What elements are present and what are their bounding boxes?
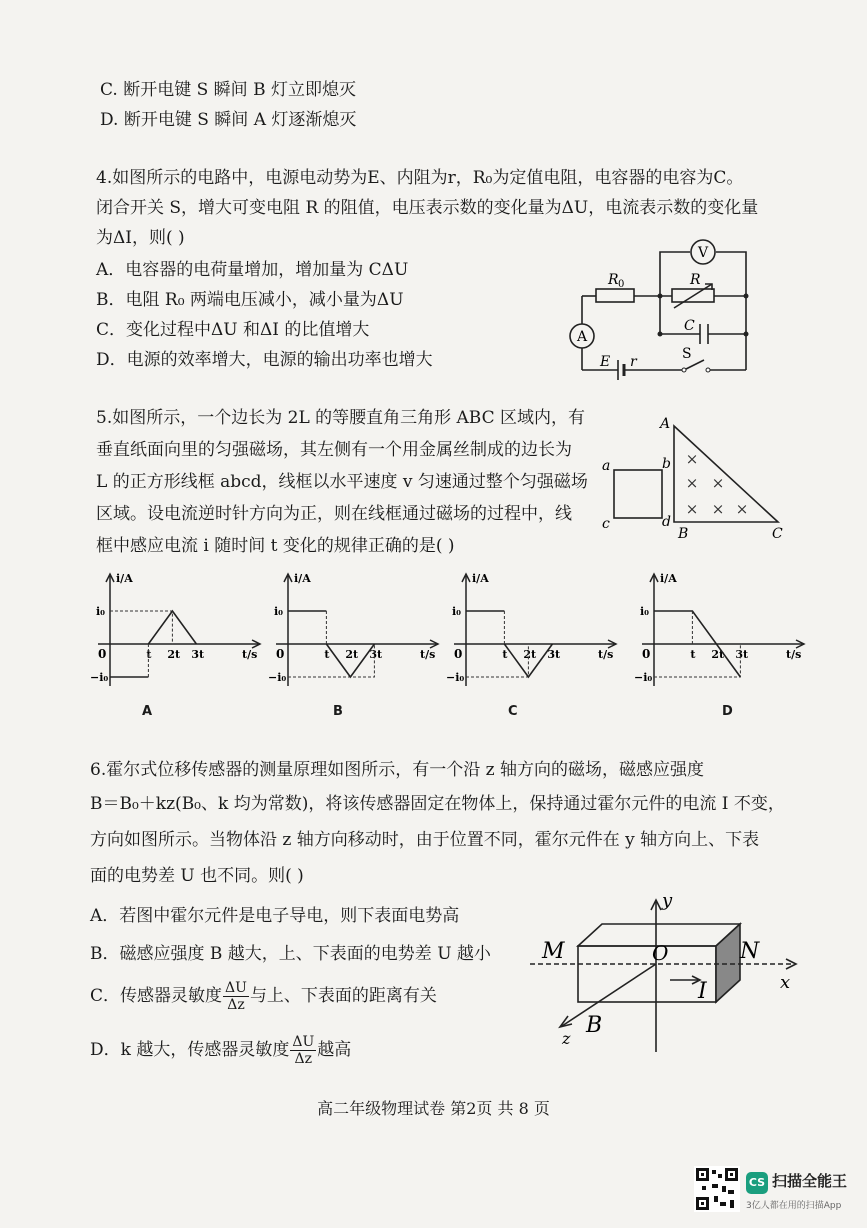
guide-line xyxy=(466,644,528,677)
2t-tick-label: 2t xyxy=(345,648,359,661)
q6-stem-2: B＝B₀＋kz(B₀、k 均为常数)，将该传感器固定在物体上，保持通过霍尔元件的电流 I 不变， xyxy=(90,794,785,814)
field-x-mark: × xyxy=(685,450,699,468)
q5-stem-5: 框中感应电流 i 随时间 t 变化的规律正确的是( ) xyxy=(96,536,455,556)
triangle-a-label: A xyxy=(660,416,671,432)
q5-stem-1: 5.如图所示，一个边长为 2L 的等腰直角三角形 ABC 区域内，有 xyxy=(96,408,586,428)
fraction-denominator: Δz xyxy=(227,997,245,1013)
q6-stem-4: 面的电势差 U 也不同。则( ) xyxy=(90,866,304,886)
fraction-numerator: ΔU xyxy=(292,1034,315,1050)
t-tick-label: t xyxy=(690,648,696,661)
field-x-mark: × xyxy=(735,500,749,518)
y-axis-label: i/A xyxy=(116,572,133,585)
internal-r-label: r xyxy=(630,354,637,370)
guide-line xyxy=(110,611,172,644)
q6-option-c xyxy=(90,976,437,1016)
emf-label: E xyxy=(600,354,611,370)
qr-code-pattern xyxy=(694,1166,740,1212)
q6-option-c-pre: C．传感器灵敏度 xyxy=(90,986,223,1006)
t-tick-label: t xyxy=(324,648,330,661)
x-axis-label: t/s xyxy=(420,648,436,661)
x-axis-label: t/s xyxy=(242,648,258,661)
vertex-b-label: b xyxy=(662,456,671,472)
x-axis-label: t/s xyxy=(598,648,614,661)
answer-graph-d xyxy=(636,570,812,694)
i0-tick-label: i₀ xyxy=(96,605,105,618)
2t-tick-label: 2t xyxy=(523,648,537,661)
b-field-label: B xyxy=(586,1013,603,1038)
q4-stem-1: 4.如图所示的电路中，电源电动势为E、内阻为r，R₀为定值电阻，电容器的电容为C。 xyxy=(96,168,744,188)
scanner-title: 扫描全能王 xyxy=(772,1172,848,1190)
q6-stem-1: 6.霍尔式位移传感器的测量原理如图所示，有一个沿 z 轴方向的磁场，磁感应强度 xyxy=(90,760,704,780)
field-x-mark: × xyxy=(711,500,725,518)
q5-stem-2: 垂直纸面向里的匀强磁场，其左侧有一个用金属丝制成的边长为 xyxy=(96,440,572,460)
answer-graph-b xyxy=(270,570,446,694)
z-axis-label: z xyxy=(562,1029,571,1048)
q6-option-b: B．磁感应强度 B 越大，上、下表面的电势差 U 越小 xyxy=(90,944,491,964)
q6-hall-sensor-diagram xyxy=(530,884,806,1054)
triangle-b-label: B xyxy=(678,526,689,542)
origin-label: 0 xyxy=(642,647,651,661)
origin-label: O xyxy=(652,941,669,965)
vertex-c-label: c xyxy=(602,516,610,532)
graph-caption-a: A xyxy=(142,704,153,719)
fraction-numerator: ΔU xyxy=(225,980,247,996)
field-x-mark: × xyxy=(711,474,725,492)
neg-i0-tick-label: −i₀ xyxy=(634,671,653,684)
qr-code-icon xyxy=(694,1166,740,1212)
y-axis-label: i/A xyxy=(472,572,489,585)
q4-option-d: D．电源的效率增大，电源的输出功率也增大 xyxy=(96,350,433,370)
q5-field-diagram xyxy=(596,414,792,544)
vertex-d-label: d xyxy=(662,514,671,530)
q4-circuit-diagram xyxy=(560,232,760,382)
t-tick-label: t xyxy=(502,648,508,661)
q3-option-c: C. 断开电键 S 瞬间 B 灯立即熄灭 xyxy=(100,80,356,100)
sensitivity-fraction xyxy=(223,980,249,1013)
current-label: I xyxy=(698,979,707,1004)
q5-stem-4: 区域。设电流逆时针方向为正，则在线框通过磁场的过程中，线 xyxy=(96,504,572,524)
neg-i0-tick-label: −i₀ xyxy=(446,671,465,684)
graph-caption-d: D xyxy=(722,704,733,719)
r0-sub-label: 0 xyxy=(618,279,625,290)
q4-option-c: C．变化过程中ΔU 和ΔI 的比值增大 xyxy=(96,320,370,340)
q6-option-c-post: 与上、下表面的距离有关 xyxy=(249,986,437,1006)
i0-tick-label: i₀ xyxy=(640,605,649,618)
y-axis-label: y xyxy=(662,890,673,911)
answer-graph-a xyxy=(92,570,268,694)
sensitivity-fraction xyxy=(290,1034,316,1067)
neg-i0-tick-label: −i₀ xyxy=(268,671,287,684)
x-axis-label: x xyxy=(780,972,791,993)
y-axis-label: i/A xyxy=(660,572,677,585)
i0-tick-label: i₀ xyxy=(274,605,283,618)
capacitor-label: C xyxy=(684,318,695,334)
t-tick-label: t xyxy=(146,648,152,661)
origin-label: 0 xyxy=(98,647,107,661)
r0-label: R xyxy=(608,272,619,288)
q6-stem-3: 方向如图所示。当物体沿 z 轴方向移动时，由于位置不同，霍尔元件在 y 轴方向上、下表 xyxy=(90,830,760,850)
q4-option-a: A．电容器的电荷量增加，增加量为 CΔU xyxy=(96,260,409,280)
q4-stem-3: 为ΔI，则( ) xyxy=(96,228,185,248)
3t-tick-label: 3t xyxy=(735,648,749,661)
q6-option-d-pre: D．k 越大，传感器灵敏度 xyxy=(90,1040,290,1060)
scanner-logo-icon: CS xyxy=(746,1172,768,1194)
q6-option-d-post: 越高 xyxy=(317,1040,352,1060)
vertex-a-label: a xyxy=(602,458,611,474)
m-label: M xyxy=(542,939,565,964)
q6-option-d xyxy=(90,1030,351,1070)
i0-tick-label: i₀ xyxy=(452,605,461,618)
answer-graph-c xyxy=(448,570,624,694)
q4-option-b: B．电阻 R₀ 两端电压减小，减小量为ΔU xyxy=(96,290,404,310)
r-label: R xyxy=(690,272,701,288)
ammeter-label: A xyxy=(576,329,588,345)
3t-tick-label: 3t xyxy=(191,648,205,661)
origin-label: 0 xyxy=(454,647,463,661)
neg-i0-tick-label: −i₀ xyxy=(90,671,109,684)
2t-tick-label: 2t xyxy=(711,648,725,661)
y-axis-label: i/A xyxy=(294,572,311,585)
3t-tick-label: 3t xyxy=(369,648,383,661)
voltmeter-label: V xyxy=(697,245,709,261)
n-label: N xyxy=(740,939,760,964)
q4-stem-2: 闭合开关 S，增大可变电阻 R 的阻值，电压表示数的变化量为ΔU，电流表示数的变化量 xyxy=(96,198,759,218)
q5-stem-3: L 的正方形线框 abcd，线框以水平速度 v 匀速通过整个匀强磁场 xyxy=(96,472,588,492)
q3-option-d: D. 断开电键 S 瞬间 A 灯逐渐熄灭 xyxy=(100,110,357,130)
scanner-subtitle: 3亿人都在用的扫描App xyxy=(746,1201,842,1211)
field-x-mark: × xyxy=(685,474,699,492)
triangle-c-label: C xyxy=(772,526,783,542)
x-axis-label: t/s xyxy=(786,648,802,661)
2t-tick-label: 2t xyxy=(167,648,181,661)
graph-caption-b: B xyxy=(333,704,343,719)
fraction-denominator: Δz xyxy=(294,1051,313,1067)
field-x-mark: × xyxy=(685,500,699,518)
q6-option-a: A．若图中霍尔元件是电子导电，则下表面电势高 xyxy=(90,906,460,926)
3t-tick-label: 3t xyxy=(547,648,561,661)
origin-label: 0 xyxy=(276,647,285,661)
graph-caption-c: C xyxy=(508,704,518,719)
switch-label: S xyxy=(682,346,692,362)
page-footer: 高二年级物理试卷 第2页 共 8 页 xyxy=(317,1099,550,1118)
